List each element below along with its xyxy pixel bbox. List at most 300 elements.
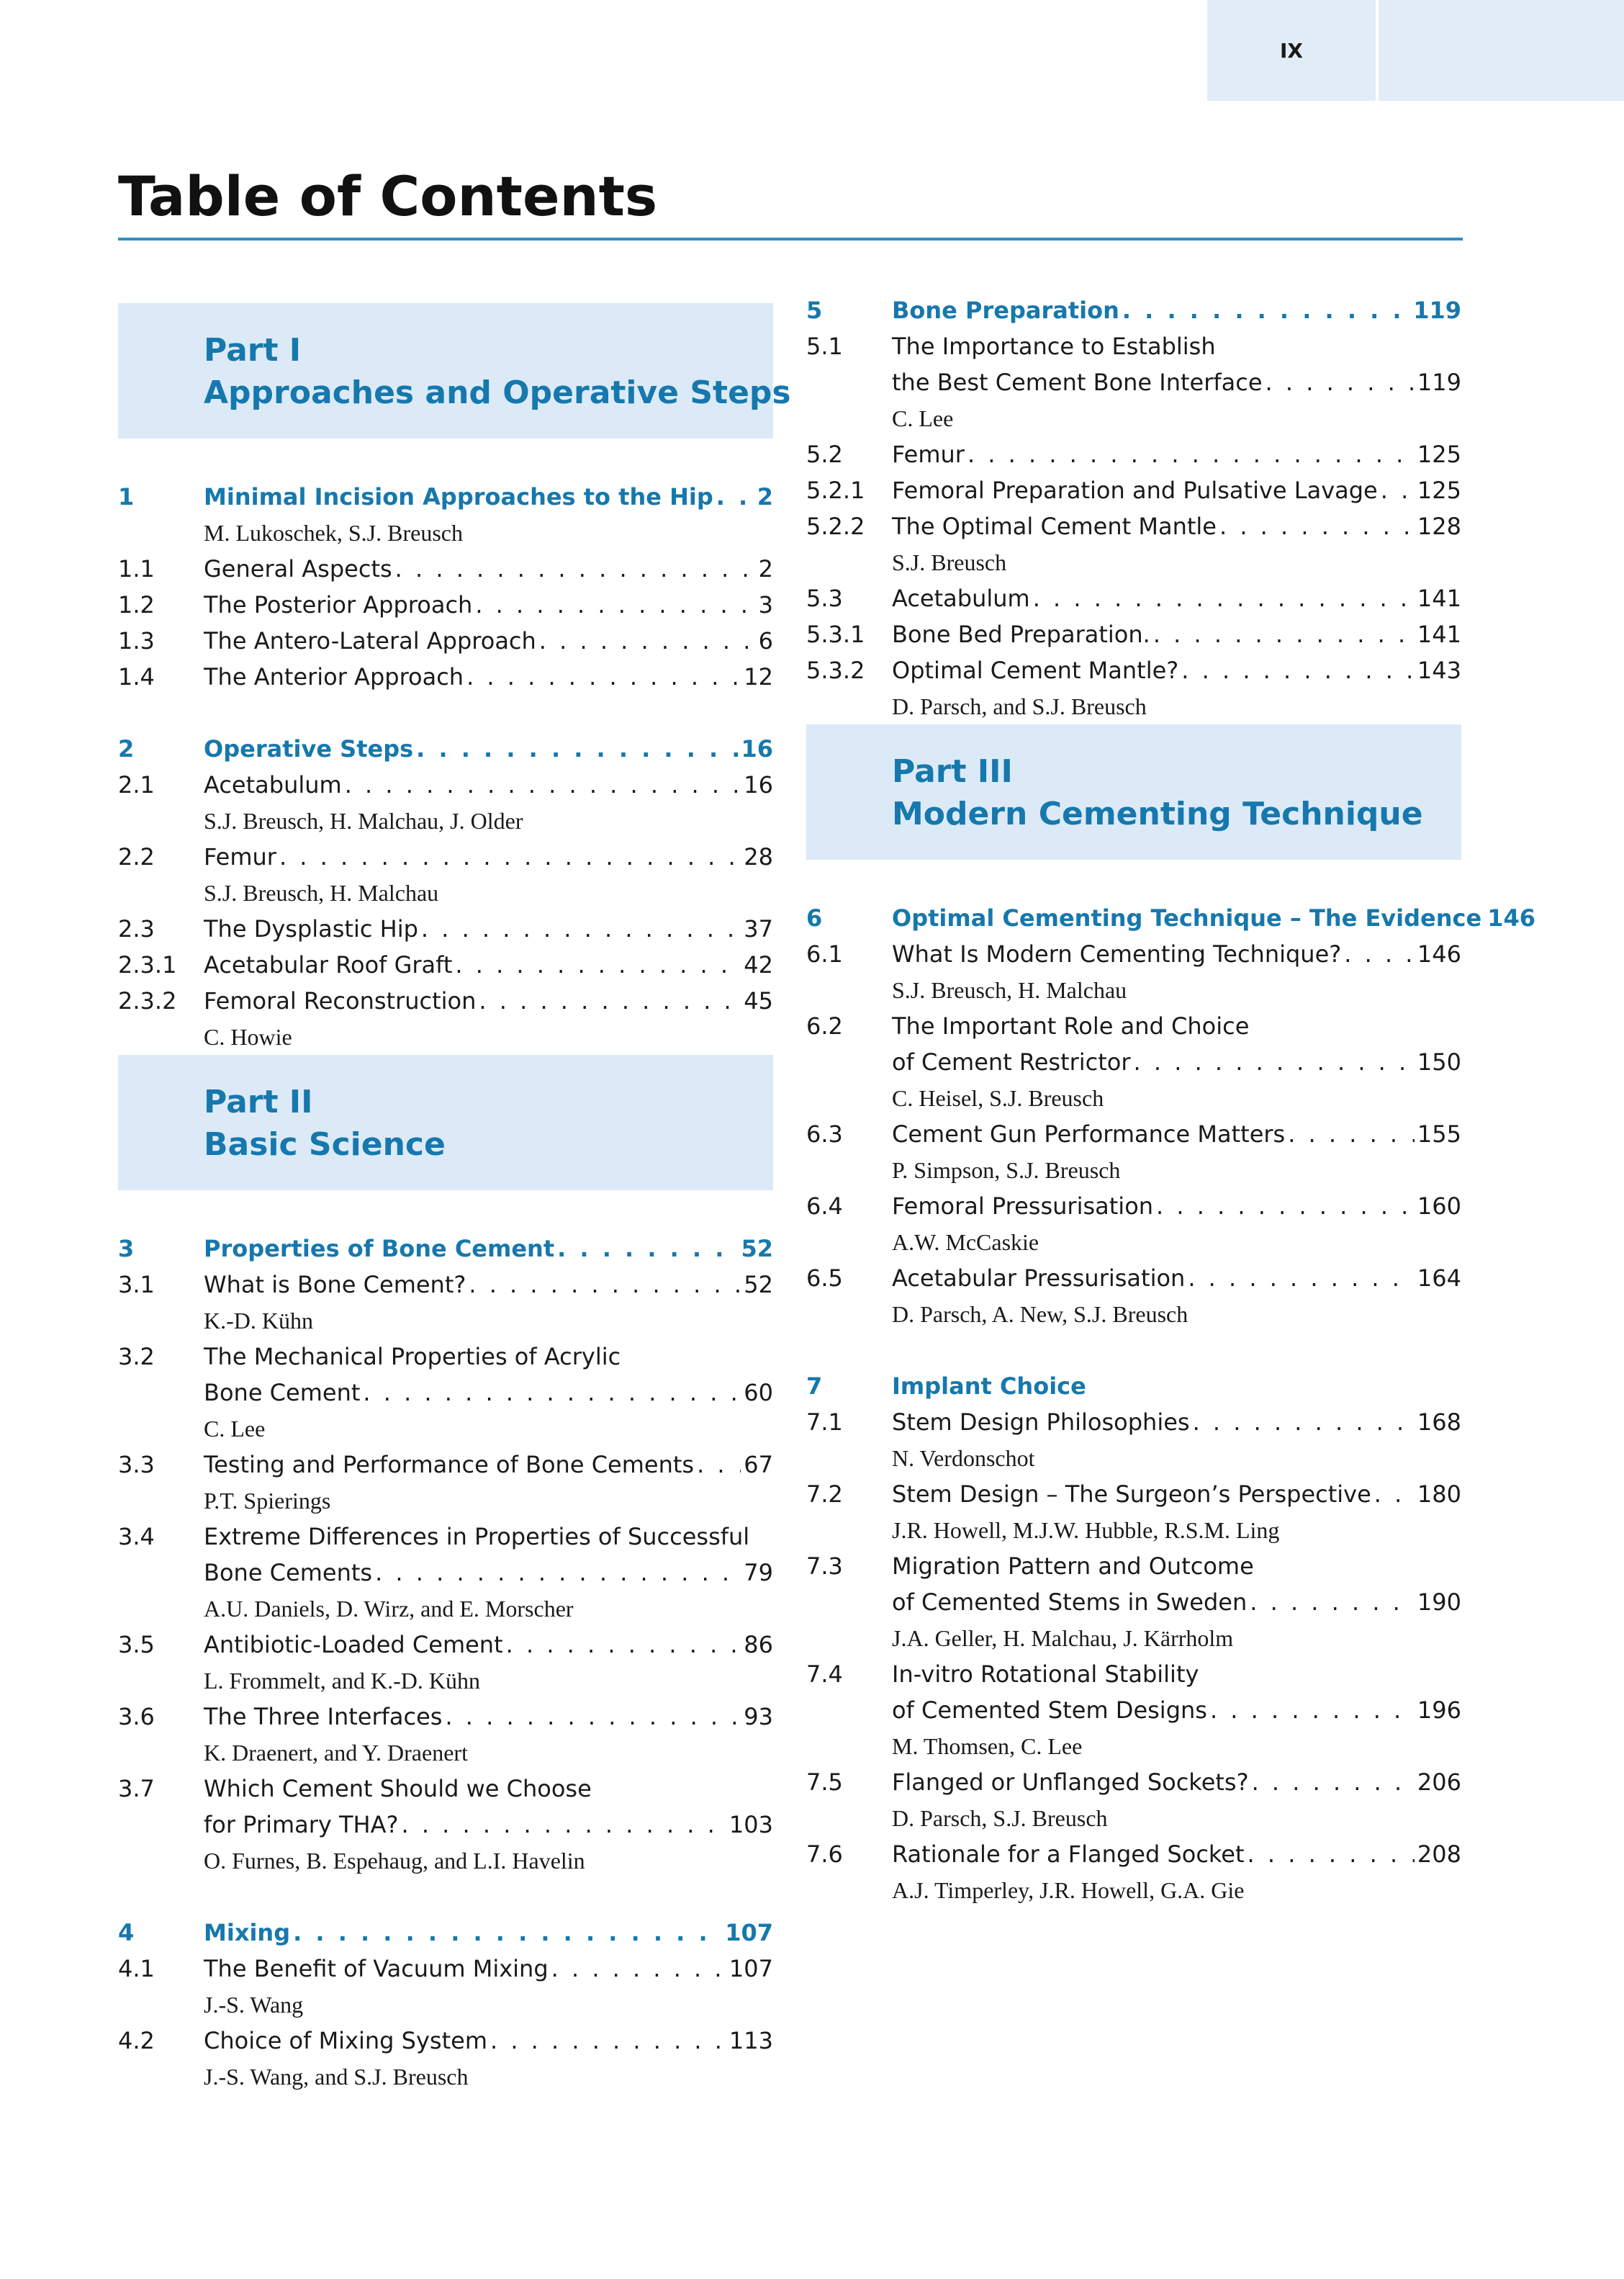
dot-leader — [1248, 1836, 1415, 1872]
toc-section[interactable] — [806, 652, 1461, 688]
toc-title-text: Choice of Mixing System — [204, 2027, 487, 2054]
page-ref: 107 — [728, 1955, 773, 1982]
dot-leader — [1134, 1044, 1415, 1080]
section-number: 7.6 — [806, 1840, 843, 1868]
toc-author: S.J. Breusch, H. Malchau — [892, 977, 1127, 1003]
toc-section[interactable] — [806, 580, 1461, 616]
toc-title-line — [892, 292, 1461, 328]
toc-entry-text — [892, 1836, 1461, 1872]
toc-entry-text — [892, 292, 1461, 328]
toc-section[interactable] — [806, 1836, 1461, 1872]
toc-author: J.R. Howell, M.J.W. Hubble, R.S.M. Ling — [892, 1517, 1280, 1543]
dot-leader — [967, 436, 1415, 472]
toc-title-text: Mixing — [204, 1919, 291, 1946]
toc-title-text: The Mechanical Properties of Acrylic — [204, 1343, 621, 1370]
section-number: 3.7 — [118, 1775, 155, 1802]
toc-title-line — [204, 623, 773, 659]
dot-leader — [1252, 1764, 1415, 1800]
page-ref: 42 — [744, 951, 773, 979]
toc-author: D. Parsch, and S.J. Breusch — [892, 693, 1147, 719]
toc-section[interactable] — [806, 328, 1461, 400]
toc-title-text: Acetabular Pressurisation — [892, 1264, 1186, 1292]
part-heading — [806, 724, 1461, 860]
toc-title-text: The Benefit of Vacuum Mixing — [204, 1955, 549, 1982]
toc-entry-text — [892, 436, 1461, 472]
toc-entry-text — [204, 1519, 773, 1591]
section-number: 4.2 — [118, 2027, 155, 2054]
toc-section[interactable] — [118, 1519, 773, 1591]
toc-title-line — [204, 1951, 773, 1987]
toc-title-text: The Optimal Cement Mantle — [892, 513, 1217, 540]
page-ref: 146 — [1487, 904, 1535, 932]
section-number: 5.3.1 — [806, 621, 865, 648]
toc-chapter[interactable] — [118, 1915, 773, 1951]
section-number: 7.2 — [806, 1480, 843, 1508]
toc-author: S.J. Breusch, H. Malchau, J. Older — [204, 808, 523, 834]
toc-title-line — [204, 911, 773, 947]
toc-title-text: Stem Design – The Surgeon’s Perspective — [892, 1480, 1371, 1508]
section-number: 5.1 — [806, 333, 843, 360]
toc-entry-text — [204, 767, 773, 803]
page-ref: 119 — [1417, 369, 1461, 396]
toc-title-text: Femoral Preparation and Pulsative Lavage — [892, 477, 1378, 504]
toc-title-line — [204, 1339, 773, 1375]
page-ref: 86 — [744, 1631, 773, 1658]
page-number-tab — [1207, 0, 1376, 101]
part-heading-line: Part I — [204, 332, 302, 369]
dot-leader — [1250, 1584, 1415, 1620]
dot-leader — [697, 1447, 741, 1483]
toc-entry-text — [204, 1447, 773, 1483]
page-ref: 107 — [725, 1919, 773, 1946]
toc-chapter[interactable] — [806, 900, 1535, 936]
toc-section[interactable] — [806, 508, 1461, 544]
dot-leader — [479, 983, 741, 1019]
section-number: 2.3 — [118, 915, 155, 943]
toc-entry-text — [204, 551, 773, 587]
toc-author: A.W. McCaskie — [892, 1229, 1039, 1255]
section-number: 6.3 — [806, 1120, 843, 1148]
toc-entry-text — [204, 587, 773, 623]
toc-section[interactable] — [118, 1699, 773, 1735]
toc-title-text: Cement Gun Performance Matters — [892, 1120, 1286, 1148]
toc-title-text: In-vitro Rotational Stability — [892, 1660, 1199, 1688]
toc-entry-text — [204, 623, 773, 659]
toc-author: L. Frommelt, and K.-D. Kühn — [204, 1668, 480, 1694]
toc-title-text: Extreme Differences in Properties of Successful — [204, 1523, 750, 1550]
toc-entry-text — [892, 652, 1461, 688]
toc-entry-text — [892, 1656, 1461, 1728]
toc-title-line — [892, 616, 1461, 652]
toc-title-line — [892, 436, 1461, 472]
toc-section[interactable] — [806, 1260, 1461, 1296]
toc-title-line — [892, 1116, 1461, 1152]
toc-title-text: Bone Cement — [204, 1379, 361, 1406]
chapter-number: 2 — [118, 735, 135, 763]
section-number: 5.3.2 — [806, 657, 865, 684]
toc-entry-text — [892, 580, 1461, 616]
page-ref: 16 — [744, 771, 773, 799]
toc-section[interactable] — [118, 551, 773, 587]
toc-author: N. Verdonschot — [892, 1445, 1035, 1471]
toc-title-line — [892, 1836, 1461, 1872]
page-ref: 206 — [1417, 1768, 1461, 1796]
toc-title-text: The Three Interfaces — [204, 1703, 443, 1730]
toc-title-line — [892, 472, 1461, 508]
toc-author: M. Lukoschek, S.J. Breusch — [204, 520, 463, 546]
toc-chapter[interactable] — [806, 292, 1461, 328]
page-ref: 150 — [1417, 1048, 1461, 1076]
toc-title-line — [892, 1548, 1461, 1584]
toc-title-text: The Dysplastic Hip — [204, 915, 418, 943]
dot-leader — [416, 731, 738, 767]
section-number: 2.1 — [118, 771, 155, 799]
toc-section[interactable] — [118, 1447, 773, 1483]
toc-author: K.-D. Kühn — [204, 1308, 313, 1334]
toc-title-line — [892, 580, 1461, 616]
dot-leader — [1381, 472, 1415, 508]
title-rule — [118, 238, 1463, 241]
toc-title-text: The Posterior Approach — [204, 591, 473, 619]
toc-title-line — [892, 1584, 1461, 1620]
toc-section[interactable] — [806, 1476, 1461, 1512]
toc-entry-text — [892, 1368, 1461, 1404]
toc-section[interactable] — [118, 1951, 773, 1987]
page-ref: 113 — [728, 2027, 773, 2054]
section-number: 2.2 — [118, 843, 155, 871]
dot-leader — [279, 839, 741, 875]
toc-title-text: Acetabular Roof Graft — [204, 951, 453, 979]
toc-chapter[interactable] — [806, 1368, 1461, 1404]
dot-leader — [469, 1267, 741, 1303]
toc-chapter[interactable] — [118, 731, 773, 767]
page-ref: 52 — [744, 1271, 773, 1298]
toc-entry-text — [204, 1267, 773, 1303]
toc-title-text: Antibiotic-Loaded Cement — [204, 1631, 503, 1658]
section-number: 5.2.1 — [806, 477, 865, 504]
part-heading-line: Approaches and Operative Steps — [204, 374, 791, 411]
toc-title-text: Optimal Cementing Technique – The Evidence — [892, 904, 1482, 932]
dot-leader — [1181, 652, 1415, 688]
toc-author: C. Lee — [892, 405, 954, 431]
toc-title-line — [892, 1692, 1461, 1728]
toc-title-text: of Cement Restrictor — [892, 1048, 1131, 1076]
dot-leader — [466, 659, 741, 695]
toc-title-line — [204, 731, 773, 767]
toc-title-line — [892, 1260, 1461, 1296]
toc-entry-text — [204, 1951, 773, 1987]
dot-leader — [539, 623, 756, 659]
dot-leader — [1210, 1692, 1415, 1728]
toc-section[interactable] — [806, 1656, 1461, 1728]
page-ref: 79 — [744, 1559, 773, 1586]
toc-title-line — [892, 364, 1461, 400]
toc-title-line — [892, 1476, 1461, 1512]
page-ref: 164 — [1417, 1264, 1461, 1292]
toc-title-line — [204, 551, 773, 587]
page-ref: 3 — [758, 591, 773, 619]
toc-entry-text — [892, 508, 1461, 544]
section-number: 6.2 — [806, 1012, 843, 1040]
toc-title-line — [204, 1447, 773, 1483]
toc-title-line — [204, 659, 773, 695]
toc-entry-text — [892, 472, 1461, 508]
toc-section[interactable] — [118, 767, 773, 803]
toc-section[interactable] — [118, 839, 773, 875]
section-number: 5.2.2 — [806, 513, 865, 540]
dot-leader — [1374, 1476, 1415, 1512]
dot-leader — [1266, 364, 1415, 400]
toc-entry-text — [892, 1116, 1461, 1152]
toc-title-text: General Aspects — [204, 555, 392, 583]
toc-title-line — [892, 328, 1461, 364]
section-number: 7.1 — [806, 1408, 843, 1436]
section-number: 3.2 — [118, 1343, 155, 1370]
toc-entry-text — [892, 1260, 1461, 1296]
toc-entry-text — [204, 1699, 773, 1735]
toc-entry-text — [892, 1188, 1461, 1224]
toc-title-line — [204, 1519, 773, 1555]
dot-leader — [293, 1915, 722, 1951]
section-number: 3.5 — [118, 1631, 155, 1658]
toc-title-line — [204, 479, 773, 515]
page-tab-decoration — [1379, 0, 1624, 101]
chapter-number: 3 — [118, 1235, 135, 1262]
toc-title-text: Femoral Pressurisation — [892, 1192, 1154, 1220]
toc-author: K. Draenert, and Y. Draenert — [204, 1740, 468, 1766]
dot-leader — [716, 479, 754, 515]
page-ref: 190 — [1417, 1588, 1461, 1616]
dot-leader — [1033, 580, 1415, 616]
toc-section[interactable] — [806, 1764, 1461, 1800]
toc-section[interactable] — [806, 472, 1461, 508]
page-ref: 52 — [741, 1235, 773, 1262]
dot-leader — [445, 1699, 741, 1735]
dot-leader — [345, 767, 741, 803]
toc-section[interactable] — [118, 623, 773, 659]
toc-title-text: for Primary THA? — [204, 1811, 399, 1838]
toc-section[interactable] — [118, 1339, 773, 1411]
section-number: 1.3 — [118, 627, 155, 655]
section-number: 7.4 — [806, 1660, 843, 1688]
toc-author: S.J. Breusch, H. Malchau — [204, 880, 439, 906]
page-ref: 168 — [1417, 1408, 1461, 1436]
section-number: 1.4 — [118, 663, 155, 691]
page-ref: 2 — [757, 483, 773, 511]
dot-leader — [1288, 1116, 1415, 1152]
section-number: 4.1 — [118, 1955, 155, 1982]
toc-title-line — [892, 936, 1461, 972]
page-ref: 37 — [744, 915, 773, 943]
chapter-number: 5 — [806, 297, 823, 324]
toc-section[interactable] — [806, 616, 1461, 652]
toc-title-line — [204, 1699, 773, 1735]
toc-section[interactable] — [806, 436, 1461, 472]
page-ref: 12 — [744, 663, 773, 691]
toc-entry-text — [892, 1008, 1461, 1080]
toc-chapter[interactable] — [118, 479, 773, 515]
toc-title-text: Bone Cements — [204, 1559, 373, 1586]
section-number: 3.6 — [118, 1703, 155, 1730]
dot-leader — [506, 1627, 741, 1663]
dot-leader — [1122, 292, 1410, 328]
toc-entry-text — [892, 1404, 1461, 1440]
toc-entry-text — [204, 659, 773, 695]
chapter-number: 1 — [118, 483, 135, 511]
part-heading — [118, 1055, 773, 1190]
toc-title-text: Implant Choice — [892, 1372, 1086, 1400]
toc-section[interactable] — [806, 1008, 1461, 1080]
page-ref: 103 — [728, 1811, 773, 1838]
toc-title-text: What Is Modern Cementing Technique? — [892, 940, 1342, 968]
section-number: 7.5 — [806, 1768, 843, 1796]
toc-title-line — [892, 652, 1461, 688]
toc-title-line — [204, 767, 773, 803]
section-number: 3.1 — [118, 1271, 155, 1298]
toc-title-text: Femoral Reconstruction — [204, 987, 477, 1015]
toc-entry-text — [204, 479, 773, 515]
toc-author: O. Furnes, B. Espehaug, and L.I. Havelin — [204, 1848, 585, 1874]
toc-title-text: Stem Design Philosophies — [892, 1408, 1190, 1436]
toc-title-text: of Cemented Stems in Sweden — [892, 1588, 1248, 1616]
page-ref: 143 — [1417, 657, 1461, 684]
section-number: 1.2 — [118, 591, 155, 619]
toc-title-line — [892, 1764, 1461, 1800]
toc-entry-text — [204, 1915, 773, 1951]
toc-author: J.A. Geller, H. Malchau, J. Kärrholm — [892, 1625, 1234, 1651]
section-number: 6.5 — [806, 1264, 843, 1292]
dot-leader — [490, 2023, 726, 2059]
toc-title-line — [204, 839, 773, 875]
page-ref: 128 — [1417, 513, 1461, 540]
toc-entry-text — [892, 1764, 1461, 1800]
toc-title-text: Migration Pattern and Outcome — [892, 1552, 1254, 1580]
toc-title-line — [892, 1404, 1461, 1440]
toc-title-line — [892, 1008, 1461, 1044]
toc-title-text: Femur — [892, 441, 965, 468]
toc-title-text: Flanged or Unflanged Sockets? — [892, 1768, 1249, 1796]
dot-leader — [395, 551, 756, 587]
toc-author: M. Thomsen, C. Lee — [892, 1733, 1083, 1759]
page-title: Table of Contents — [118, 164, 658, 228]
toc-author: C. Howie — [204, 1024, 292, 1050]
toc-title-line — [892, 1368, 1461, 1404]
page-ref: 160 — [1417, 1192, 1461, 1220]
toc-section[interactable] — [118, 911, 773, 947]
toc-chapter[interactable] — [118, 1231, 773, 1267]
page-ref: 208 — [1417, 1840, 1461, 1868]
toc-title-text: Rationale for a Flanged Socket — [892, 1840, 1245, 1868]
toc-title-line — [204, 1627, 773, 1663]
page-ref: 28 — [744, 843, 773, 871]
page-ref: 125 — [1417, 477, 1461, 504]
page-ref: 125 — [1417, 441, 1461, 468]
toc-section[interactable] — [806, 1116, 1461, 1152]
toc-title-line — [892, 1044, 1461, 1080]
toc-author: A.U. Daniels, D. Wirz, and E. Morscher — [204, 1596, 574, 1622]
chapter-number: 6 — [806, 904, 823, 932]
toc-section[interactable] — [118, 1627, 773, 1663]
dot-leader — [1153, 616, 1415, 652]
page-ref: 6 — [758, 627, 773, 655]
toc-title-text: The Important Role and Choice — [892, 1012, 1250, 1040]
section-number: 5.3 — [806, 585, 843, 612]
toc-entry-text — [204, 911, 773, 947]
toc-section[interactable] — [118, 947, 773, 983]
toc-left-column — [118, 303, 791, 2095]
toc-title-text: Minimal Incision Approaches to the Hip — [204, 483, 713, 511]
toc-section[interactable] — [806, 936, 1461, 972]
section-number: 2.3.2 — [118, 987, 177, 1015]
chapter-number: 4 — [118, 1919, 135, 1946]
dot-leader — [1219, 508, 1415, 544]
toc-title-line — [204, 587, 773, 623]
section-number: 5.2 — [806, 441, 843, 468]
toc-section[interactable] — [118, 1771, 773, 1843]
toc-section[interactable] — [118, 2023, 773, 2059]
toc-entry-text — [892, 616, 1461, 652]
toc-title-line — [204, 947, 773, 983]
toc-section[interactable] — [118, 659, 773, 695]
page-ref: 16 — [741, 735, 773, 763]
toc-title-text: The Importance to Establish — [892, 333, 1216, 360]
toc-title-line — [204, 983, 773, 1019]
toc-author: C. Heisel, S.J. Breusch — [892, 1085, 1104, 1111]
page-ref: 60 — [744, 1379, 773, 1406]
part-heading-line: Part III — [892, 753, 1013, 790]
toc-entry-text — [204, 947, 773, 983]
toc-author: D. Parsch, S.J. Breusch — [892, 1805, 1108, 1831]
page-ref: 155 — [1417, 1120, 1461, 1148]
toc-entry-text — [892, 936, 1461, 972]
section-number: 1.1 — [118, 555, 155, 583]
dot-leader — [1156, 1188, 1415, 1224]
toc-section[interactable] — [806, 1548, 1461, 1620]
page-ref: 180 — [1417, 1480, 1461, 1508]
dot-leader — [363, 1375, 741, 1411]
toc-title-text: of Cemented Stem Designs — [892, 1696, 1207, 1724]
toc-entry-text — [204, 983, 773, 1019]
page-ref: 67 — [744, 1451, 773, 1478]
toc-title-text: The Anterior Approach — [204, 663, 464, 691]
toc-section[interactable] — [118, 1267, 773, 1303]
toc-entry-text — [204, 2023, 773, 2059]
toc-title-line — [204, 1375, 773, 1411]
toc-section[interactable] — [806, 1404, 1461, 1440]
toc-title-line — [204, 1915, 773, 1951]
toc-entry-text — [892, 900, 1535, 936]
section-number: 3.3 — [118, 1451, 155, 1478]
toc-entry-text — [204, 1231, 773, 1267]
toc-title-line — [204, 1807, 773, 1843]
toc-right-column — [806, 292, 1535, 1908]
dot-leader — [1193, 1404, 1415, 1440]
dot-leader — [401, 1807, 726, 1843]
toc-title-line — [204, 2023, 773, 2059]
page-ref: 141 — [1417, 621, 1461, 648]
page-ref: 45 — [744, 987, 773, 1015]
toc-section[interactable] — [118, 983, 773, 1019]
toc-section[interactable] — [118, 587, 773, 623]
dot-leader — [455, 947, 741, 983]
part-heading — [118, 303, 791, 439]
toc-title-line — [204, 1555, 773, 1591]
page-ref: 2 — [758, 555, 773, 583]
toc-section[interactable] — [806, 1188, 1461, 1224]
section-number: 6.4 — [806, 1192, 843, 1220]
toc-title-text: Bone Bed Preparation. — [892, 621, 1150, 648]
page-ref: 93 — [744, 1703, 773, 1730]
